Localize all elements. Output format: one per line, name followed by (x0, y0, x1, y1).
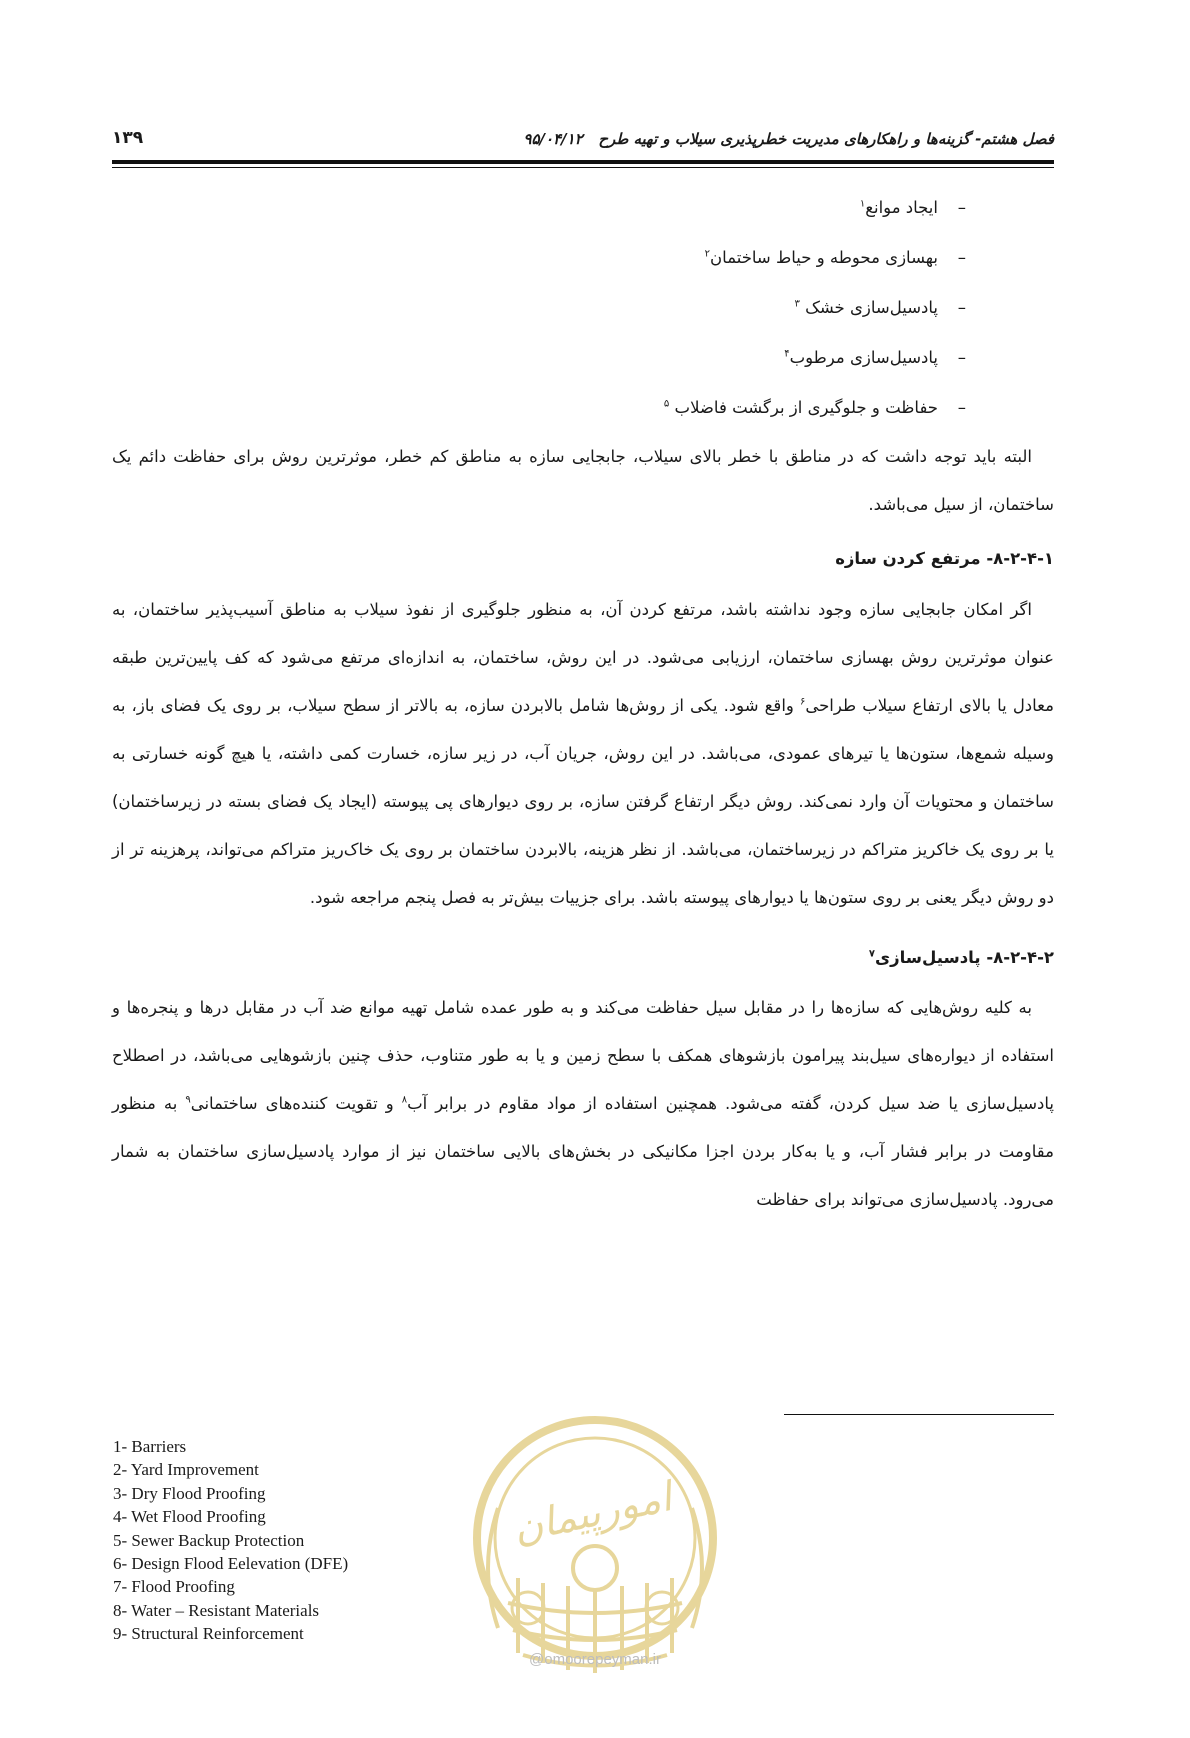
footnote: 4- Wet Flood Proofing (113, 1507, 266, 1527)
footnote-ref[interactable]: ۷ (868, 948, 875, 960)
chapter-title-text: فصل هشتم- گزینه‌ها و راهکارهای مدیریت خطرپذیری سیلاب و تهیه طرح (598, 130, 1054, 148)
list-item (112, 383, 966, 433)
paragraph-text: و تقویت کننده‌های ساختمانی (190, 1094, 402, 1113)
footnotes (113, 1435, 348, 1646)
footnote: 9- Structural Reinforcement (113, 1624, 304, 1644)
paragraph-text: به کلیه روش‌هایی که سازه‌ها را در مقابل سیل حفاظت می‌کند و به طور عمده شامل تهیه موانع ضد آب در مقابل درها و پنجره‌ها و استفاده از دیواره‌های سیل‌بند پیرامون بازشوهای همکف با سطح زمین و یا به طور متناوب، حذف چنین بازشوهایی می‌باشد، در اصطلاح پادسیل‌سازی یا ضد سیل کردن، گفته می‌شود. همچنین استفاده از مواد مقاوم در برابر آب (112, 998, 1054, 1113)
dash-bullet: – (957, 248, 966, 267)
header-rule (112, 160, 1054, 164)
list-item-text: پادسیل‌سازی خشک (805, 298, 938, 317)
document-body (112, 183, 1054, 1224)
paragraph-text: اگر امکان جابجایی سازه وجود نداشته باشد، مرتفع کردن آن، به منظور جلوگیری از نفوذ سیلاب به مناطق آسیب‌پذیر ساختمان، به عنوان موثرترین روش بهسازی ساختمان، ارزیابی می‌شود. در این روش، ساختمان، به اندازه‌ای مرتفع می‌شود که کف پایین‌ترین طبقه معادل یا بالای ارتفاع سیلاب طراحی (112, 600, 1054, 715)
dash-bullet: – (957, 348, 966, 367)
footnote: 2- Yard Improvement (113, 1460, 259, 1480)
footnote: 8- Water – Resistant Materials (113, 1600, 320, 1620)
intro-paragraph: البته باید توجه داشت که در مناطق با خطر بالای سیلاب، جابجایی سازه به مناطق کم خطر، موثرترین روش برای حفاظت دائم یک ساختمان، از سیل می‌باشد. (112, 447, 1054, 514)
footnote: 6- Design Flood Eelevation (DFE) (113, 1554, 349, 1574)
chapter-title (523, 130, 1054, 148)
dash-bullet: – (957, 298, 966, 317)
list-item-text: بهسازی محوطه و حیاط ساختمان (710, 248, 938, 267)
measures-list (112, 183, 1054, 433)
footnote-ref[interactable]: ۹ (185, 1094, 191, 1106)
section1-paragraph (112, 586, 1054, 922)
footnote: 1- Barriers (113, 1437, 187, 1456)
list-item-text: پادسیل‌سازی مرطوب (789, 348, 938, 367)
dash-bullet: – (957, 198, 966, 217)
section-heading: ۸-۲-۴-۱- مرتفع کردن سازه (835, 549, 1054, 568)
running-header (112, 128, 1054, 148)
section2-paragraph (112, 984, 1054, 1224)
dash-bullet: – (957, 398, 966, 417)
footnote-ref[interactable]: ۳ (794, 298, 800, 310)
footnote-ref[interactable]: ۲ (704, 248, 711, 260)
footnote-ref[interactable]: ۶ (799, 696, 806, 708)
list-item (112, 333, 966, 383)
list-item (112, 183, 966, 233)
footnote: 5- Sewer Backup Protection (113, 1530, 305, 1550)
footnote: 7- Flood Proofing (113, 1577, 235, 1597)
footnote-separator (784, 1414, 1054, 1415)
paragraph-text: به منظور مقاومت در برابر فشار آب، و یا به‌کار بردن اجزا مکانیکی در بخش‌های بالایی ساختمان نیز از موارد پادسیل‌سازی ساختمان به شمار می‌رود. پادسیل‌سازی می‌تواند برای حفاظت (112, 1094, 1054, 1209)
footnote: 3- Dry Flood Proofing (113, 1483, 266, 1503)
page-number: ۱۳۹ (112, 128, 144, 148)
paragraph-text: واقع شود. یکی از روش‌ها شامل بالابردن سازه، به بالاتر از سطح سیلاب، بر روی یک فضای باز، به وسیله شمع‌ها، ستون‌ها یا تیرهای عمودی، می‌باشد. در این روش، جریان آب، در زیر سازه، خسارت کمی داشته، یا هیچ گونه خسارتی به ساختمان و محتویات آن وارد نمی‌کند. روش دیگر ارتفاع گرفتن سازه، بر روی دیوارهای پی پیوسته (ایجاد یک فضای بسته در زیرساختمان) یا بر روی یک خاکریز متراکم در زیرساختمان، می‌باشد. از نظر هزینه، بالابردن ساختمان بر روی یک خاک‌ریز متراکم می‌تواند، پرهزینه تر از دو روش دیگر یعنی بر روی ستون‌ها یا دیوارهای پیوسته باشد. برای جزییات بیش‌تر به فصل پنجم مراجعه شود. (112, 696, 1054, 907)
section-heading-text: ۸-۲-۴-۲- پادسیل‌سازی (874, 948, 1054, 967)
list-item (112, 283, 966, 333)
watermark-url: @omoorepeyman.ir (529, 1651, 661, 1668)
list-item-text: حفاظت و جلوگیری از برگشت فاضلاب (674, 398, 938, 417)
footnote-ref[interactable]: ۴ (784, 348, 790, 360)
watermark-logo (458, 1408, 732, 1738)
header-rule-thin (112, 167, 1054, 168)
list-item (112, 233, 966, 283)
footnote-ref[interactable]: ۵ (663, 398, 670, 410)
revision-date: ۹۵/۰۴/۱۲ (523, 130, 583, 148)
footnote-ref[interactable]: ۱ (859, 198, 866, 210)
section-heading (112, 948, 1054, 968)
watermark-logo-text: امورپیمان (509, 1474, 676, 1553)
footnote-ref[interactable]: ۸ (401, 1094, 408, 1106)
list-item-text: ایجاد موانع (865, 198, 938, 217)
